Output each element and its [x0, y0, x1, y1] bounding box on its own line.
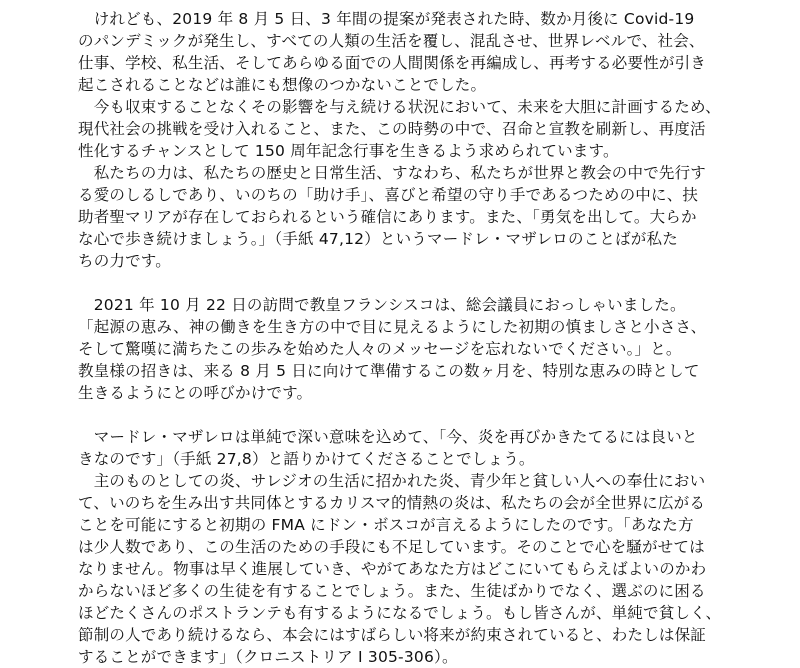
text-line: は少人数であり、この生活のための手段にも不足しています。そのことで心を騒がせては: [78, 538, 705, 556]
text-line: 今も収束することなくその影響を与え続ける状況において、未来を大胆に計画するため、: [78, 98, 721, 116]
paragraph-2: [78, 96, 768, 162]
document-body: [78, 8, 768, 668]
text-line: 私たちの力は、私たちの歴史と日常生活、すなわち、私たちが世界と教会の中で先行す: [78, 164, 707, 182]
text-line: 生きるようにとの呼びかけです。: [78, 384, 313, 402]
text-line: のパンデミックが発生し、すべての人類の生活を覆し、混乱させ、世界レベルで、社会、: [78, 32, 705, 50]
text-line: て、いのちを生み出す共同体とするカリスマ的情熱の炎は、私たちの会が全世界に広がる: [78, 494, 706, 512]
text-line: マードレ・マザレロは単純で深い意味を込めて、「今、炎を再びかきたてるには良いと: [78, 428, 698, 446]
text-line: からないほど多くの生徒を有することでしょう。また、生徒ばかりでなく、選ぶのに困る: [78, 582, 706, 600]
paragraph-6: [78, 470, 768, 668]
text-line: 2021 年 10 月 22 日の訪問で教皇フランシスコは、総会議員におっしゃいました。: [78, 296, 686, 314]
paragraph-3: [78, 162, 768, 272]
text-line: そして驚嘆に満ちたこの歩みを始めた人々のメッセージを忘れないでください。」と。: [78, 340, 682, 358]
text-line: 現代社会の挑戦を受け入れること、また、この時勢の中で、召命と宣教を刷新し、再度活: [78, 120, 706, 138]
text-line: なりません。物事は早く進展していき、やがてあなた方はどこにいてもらえばよいのかわ: [78, 560, 707, 578]
paragraph-4: [78, 294, 768, 404]
text-line: 起こされることなどは誰にも想像のつかないことでした。: [78, 76, 487, 94]
text-line: ちの力です。: [78, 252, 171, 270]
text-line: 節制の人であり続けるなら、本会にはすばらしい将来が約束されていると、わたしは保証: [78, 626, 707, 644]
text-line: きなのです」（手紙 27,8）と語りかけてくださることでしょう。: [78, 450, 535, 468]
text-line: 仕事、学校、私生活、そしてあらゆる面での人間関係を再編成し、再考する必要性が引き: [78, 54, 707, 72]
text-line: ことを可能にすると初期の FMA にドン・ボスコが言えるようにしたのです。「あなた方: [78, 516, 694, 534]
text-line: な心で歩き続けましょう。」（手紙 47,12）というマードレ・マザレロのことばが私た: [78, 230, 678, 248]
text-line: 教皇様の招きは、来る 8 月 5 日に向けて準備するこの数ヶ月を、特別な恵みの時として: [78, 362, 700, 380]
paragraph-gap: [78, 404, 768, 426]
paragraph-gap: [78, 272, 768, 294]
text-line: ほどたくさんのポストランテも有するようになるでしょう。もし皆さんが、単純で貧しく、: [78, 604, 722, 622]
text-line: 「起源の恵み、神の働きを生き方の中で目に見えるようにした初期の慎ましさと小ささ、: [78, 318, 707, 336]
paragraph-1: [78, 8, 768, 96]
paragraph-5: [78, 426, 768, 470]
text-line: 助者聖マリアが存在しておられるという確信にあります。また、「勇気を出して。大らか: [78, 208, 697, 226]
text-line: 性化するチャンスとして 150 周年記念行事を生きるよう求められています。: [78, 142, 619, 160]
text-line: することができます」（クロニストリア I 305-306）。: [78, 648, 458, 666]
text-line: 主のものとしての炎、サレジオの生活に招かれた炎、青少年と貧しい人への奉仕におい: [78, 472, 706, 490]
text-line: る愛のしるしであり、いのちの「助け手」、喜びと希望の守り手であるつための中に、扶: [78, 186, 699, 204]
text-line: けれども、2019 年 8 月 5 日、3 年間の提案が発表された時、数か月後に Covid-19: [78, 10, 695, 28]
